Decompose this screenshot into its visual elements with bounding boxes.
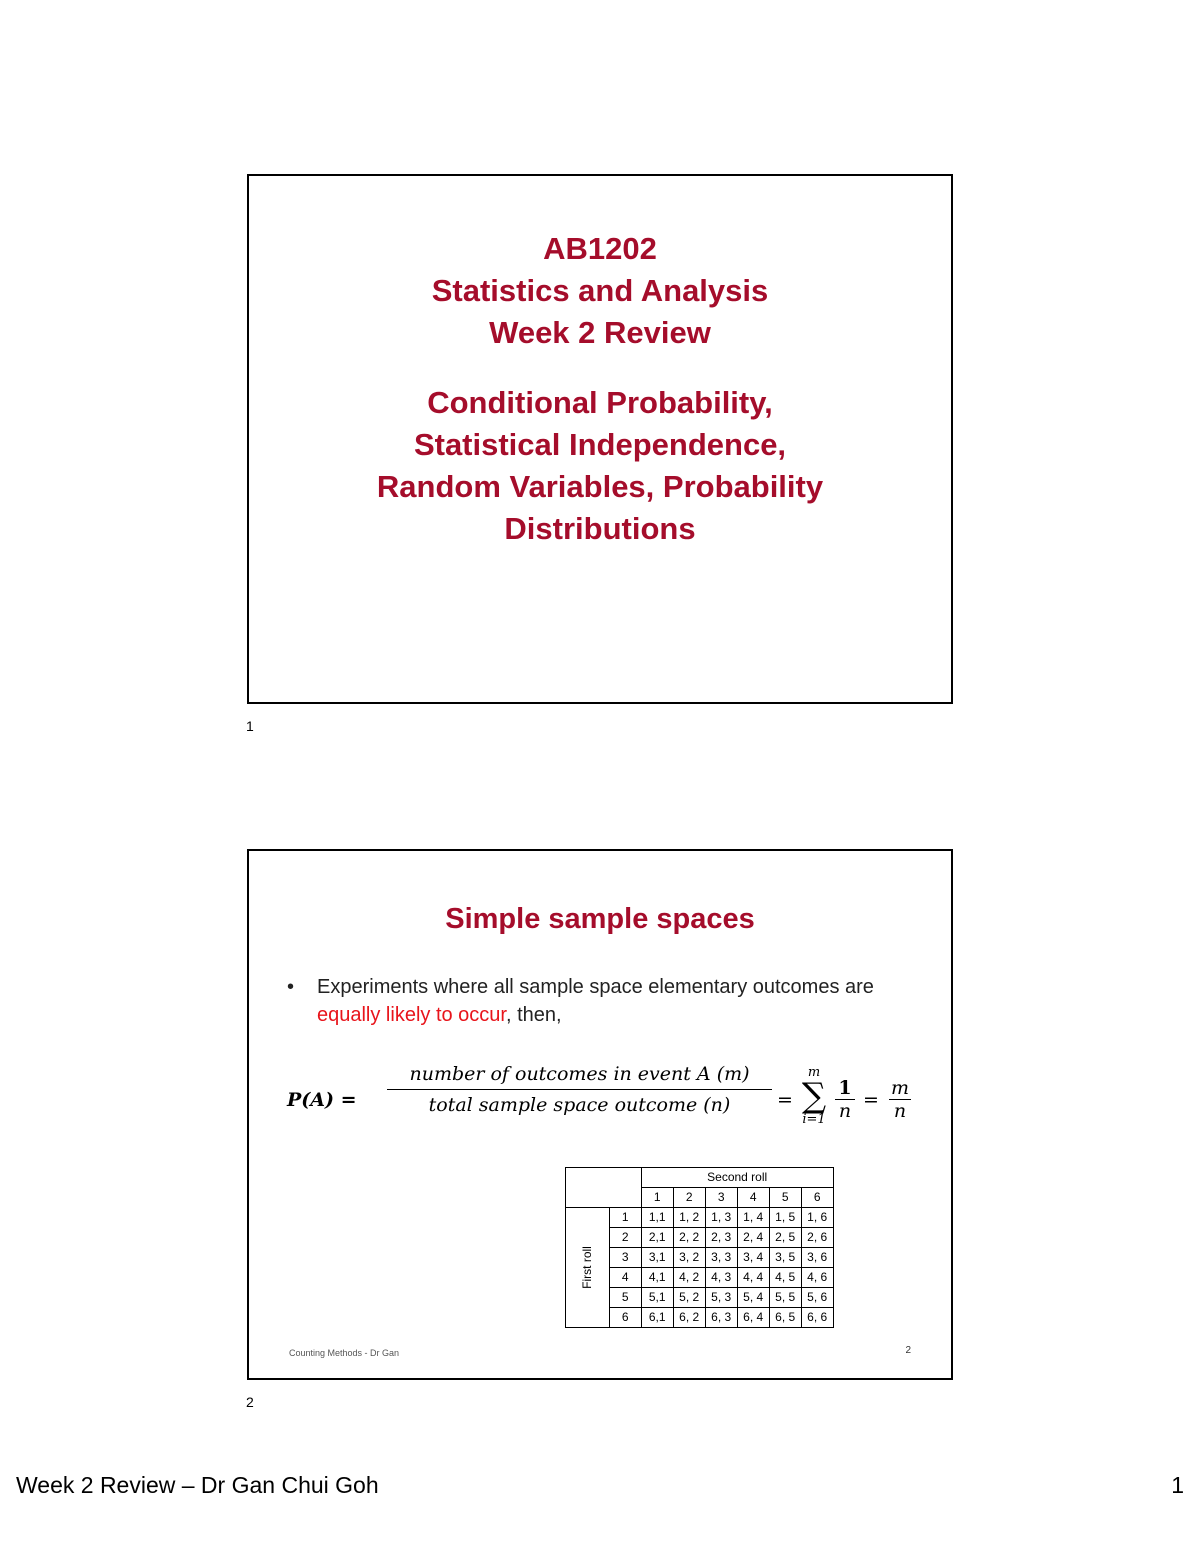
row-group-label: [566, 1208, 610, 1328]
table-cell: 2, 5: [769, 1228, 801, 1248]
table-cell: 1, 3: [705, 1208, 737, 1228]
table-cell: 1, 6: [801, 1208, 833, 1228]
table-cell: 5, 3: [705, 1288, 737, 1308]
row-header: 3: [609, 1248, 641, 1268]
bullet-point: [287, 973, 907, 1029]
page-number: 1: [1171, 1472, 1184, 1498]
col-group-label: Second roll: [641, 1168, 833, 1188]
result-numerator: m: [890, 1077, 910, 1099]
row-header: 4: [609, 1268, 641, 1288]
table-cell: 6, 4: [737, 1308, 769, 1328]
table-cell: 2, 2: [673, 1228, 705, 1248]
page-footer: Week 2 Review – Dr Gan Chui Goh: [16, 1472, 379, 1498]
table-cell: 3, 5: [769, 1248, 801, 1268]
sigma-icon: ∑: [801, 1076, 827, 1116]
formula-denominator: total sample space outcome (n): [428, 1094, 731, 1116]
slide-1: [247, 174, 953, 704]
bullet-text-part1: Experiments where all sample space elementary outcomes are: [317, 976, 874, 998]
table-cell: 4,1: [641, 1268, 673, 1288]
col-header: 6: [801, 1188, 833, 1208]
col-header: 3: [705, 1188, 737, 1208]
col-header: 5: [769, 1188, 801, 1208]
sum-lower: i=1: [802, 1112, 826, 1127]
unit-fraction: [835, 1077, 855, 1122]
summation: [799, 1065, 829, 1127]
result-denominator: n: [893, 1100, 907, 1122]
table-cell: 6, 6: [801, 1308, 833, 1328]
row-header: 2: [609, 1228, 641, 1248]
unit-fraction-denominator: n: [838, 1100, 852, 1122]
col-header: 4: [737, 1188, 769, 1208]
formula-numerator: number of outcomes in event A (m): [409, 1063, 750, 1085]
table-cell: 5, 6: [801, 1288, 833, 1308]
table-cell: 2, 3: [705, 1228, 737, 1248]
table-cell: 3, 2: [673, 1248, 705, 1268]
result-fraction: [889, 1077, 911, 1122]
formula-lhs: P(A) =: [287, 1089, 357, 1111]
table-cell: 5,1: [641, 1288, 673, 1308]
topic-line: Conditional Probability,: [427, 385, 773, 420]
table-cell: 3, 3: [705, 1248, 737, 1268]
equals-sign: =: [777, 1089, 793, 1111]
table-cell: 6, 2: [673, 1308, 705, 1328]
row-header: 6: [609, 1308, 641, 1328]
course-name: Statistics and Analysis: [431, 273, 769, 308]
table-cell: 2,1: [641, 1228, 673, 1248]
bullet-text: [317, 973, 907, 1029]
slide-footer-right: 2: [905, 1345, 911, 1356]
table-cell: 6, 5: [769, 1308, 801, 1328]
table-cell: 1, 4: [737, 1208, 769, 1228]
probability-formula: [287, 1063, 927, 1143]
topic-line: Random Variables, Probability: [376, 469, 824, 504]
topic-line: Distributions: [504, 511, 696, 546]
table-cell: 2, 6: [801, 1228, 833, 1248]
table-cell: 4, 3: [705, 1268, 737, 1288]
slide-2-title: Simple sample spaces: [445, 903, 755, 935]
table-cell: 4, 6: [801, 1268, 833, 1288]
slide-2-number: 2: [246, 1394, 254, 1410]
slide-1-title: [249, 228, 951, 550]
table-cell: 1,1: [641, 1208, 673, 1228]
sum-upper: m: [807, 1065, 821, 1080]
week-label: Week 2 Review: [489, 315, 711, 350]
table-cell: 5, 4: [737, 1288, 769, 1308]
table-cell: 3,1: [641, 1248, 673, 1268]
topic-line: Statistical Independence,: [413, 427, 787, 462]
row-header: 5: [609, 1288, 641, 1308]
slide-1-number: 1: [246, 718, 254, 734]
table-cell: 6, 3: [705, 1308, 737, 1328]
course-code: AB1202: [543, 231, 657, 266]
equals-sign: =: [863, 1089, 879, 1111]
row-group-label-text: First roll: [579, 1246, 594, 1289]
table-cell: 4, 4: [737, 1268, 769, 1288]
col-header: 2: [673, 1188, 705, 1208]
dice-outcome-table: [565, 1167, 834, 1328]
highlight-text: equally likely to occur: [317, 1004, 506, 1026]
table-cell: 3, 6: [801, 1248, 833, 1268]
table-row: [566, 1208, 834, 1228]
row-header: 1: [609, 1208, 641, 1228]
table-cell: 4, 2: [673, 1268, 705, 1288]
table-cell: 2, 4: [737, 1228, 769, 1248]
table-cell: 3, 4: [737, 1248, 769, 1268]
table-cell: 5, 2: [673, 1288, 705, 1308]
table-corner: [566, 1168, 642, 1208]
table-cell: 1, 5: [769, 1208, 801, 1228]
table-cell: 1, 2: [673, 1208, 705, 1228]
table-cell: 5, 5: [769, 1288, 801, 1308]
bullet-icon: •: [287, 976, 295, 998]
unit-fraction-numerator: 1: [838, 1077, 852, 1099]
bullet-text-part2: , then,: [505, 1004, 562, 1026]
col-header: 1: [641, 1188, 673, 1208]
formula-fraction: [387, 1063, 772, 1116]
slide-footer-left: Counting Methods - Dr Gan: [289, 1348, 400, 1358]
table-cell: 6,1: [641, 1308, 673, 1328]
table-cell: 4, 5: [769, 1268, 801, 1288]
slide-2: [247, 849, 953, 1380]
